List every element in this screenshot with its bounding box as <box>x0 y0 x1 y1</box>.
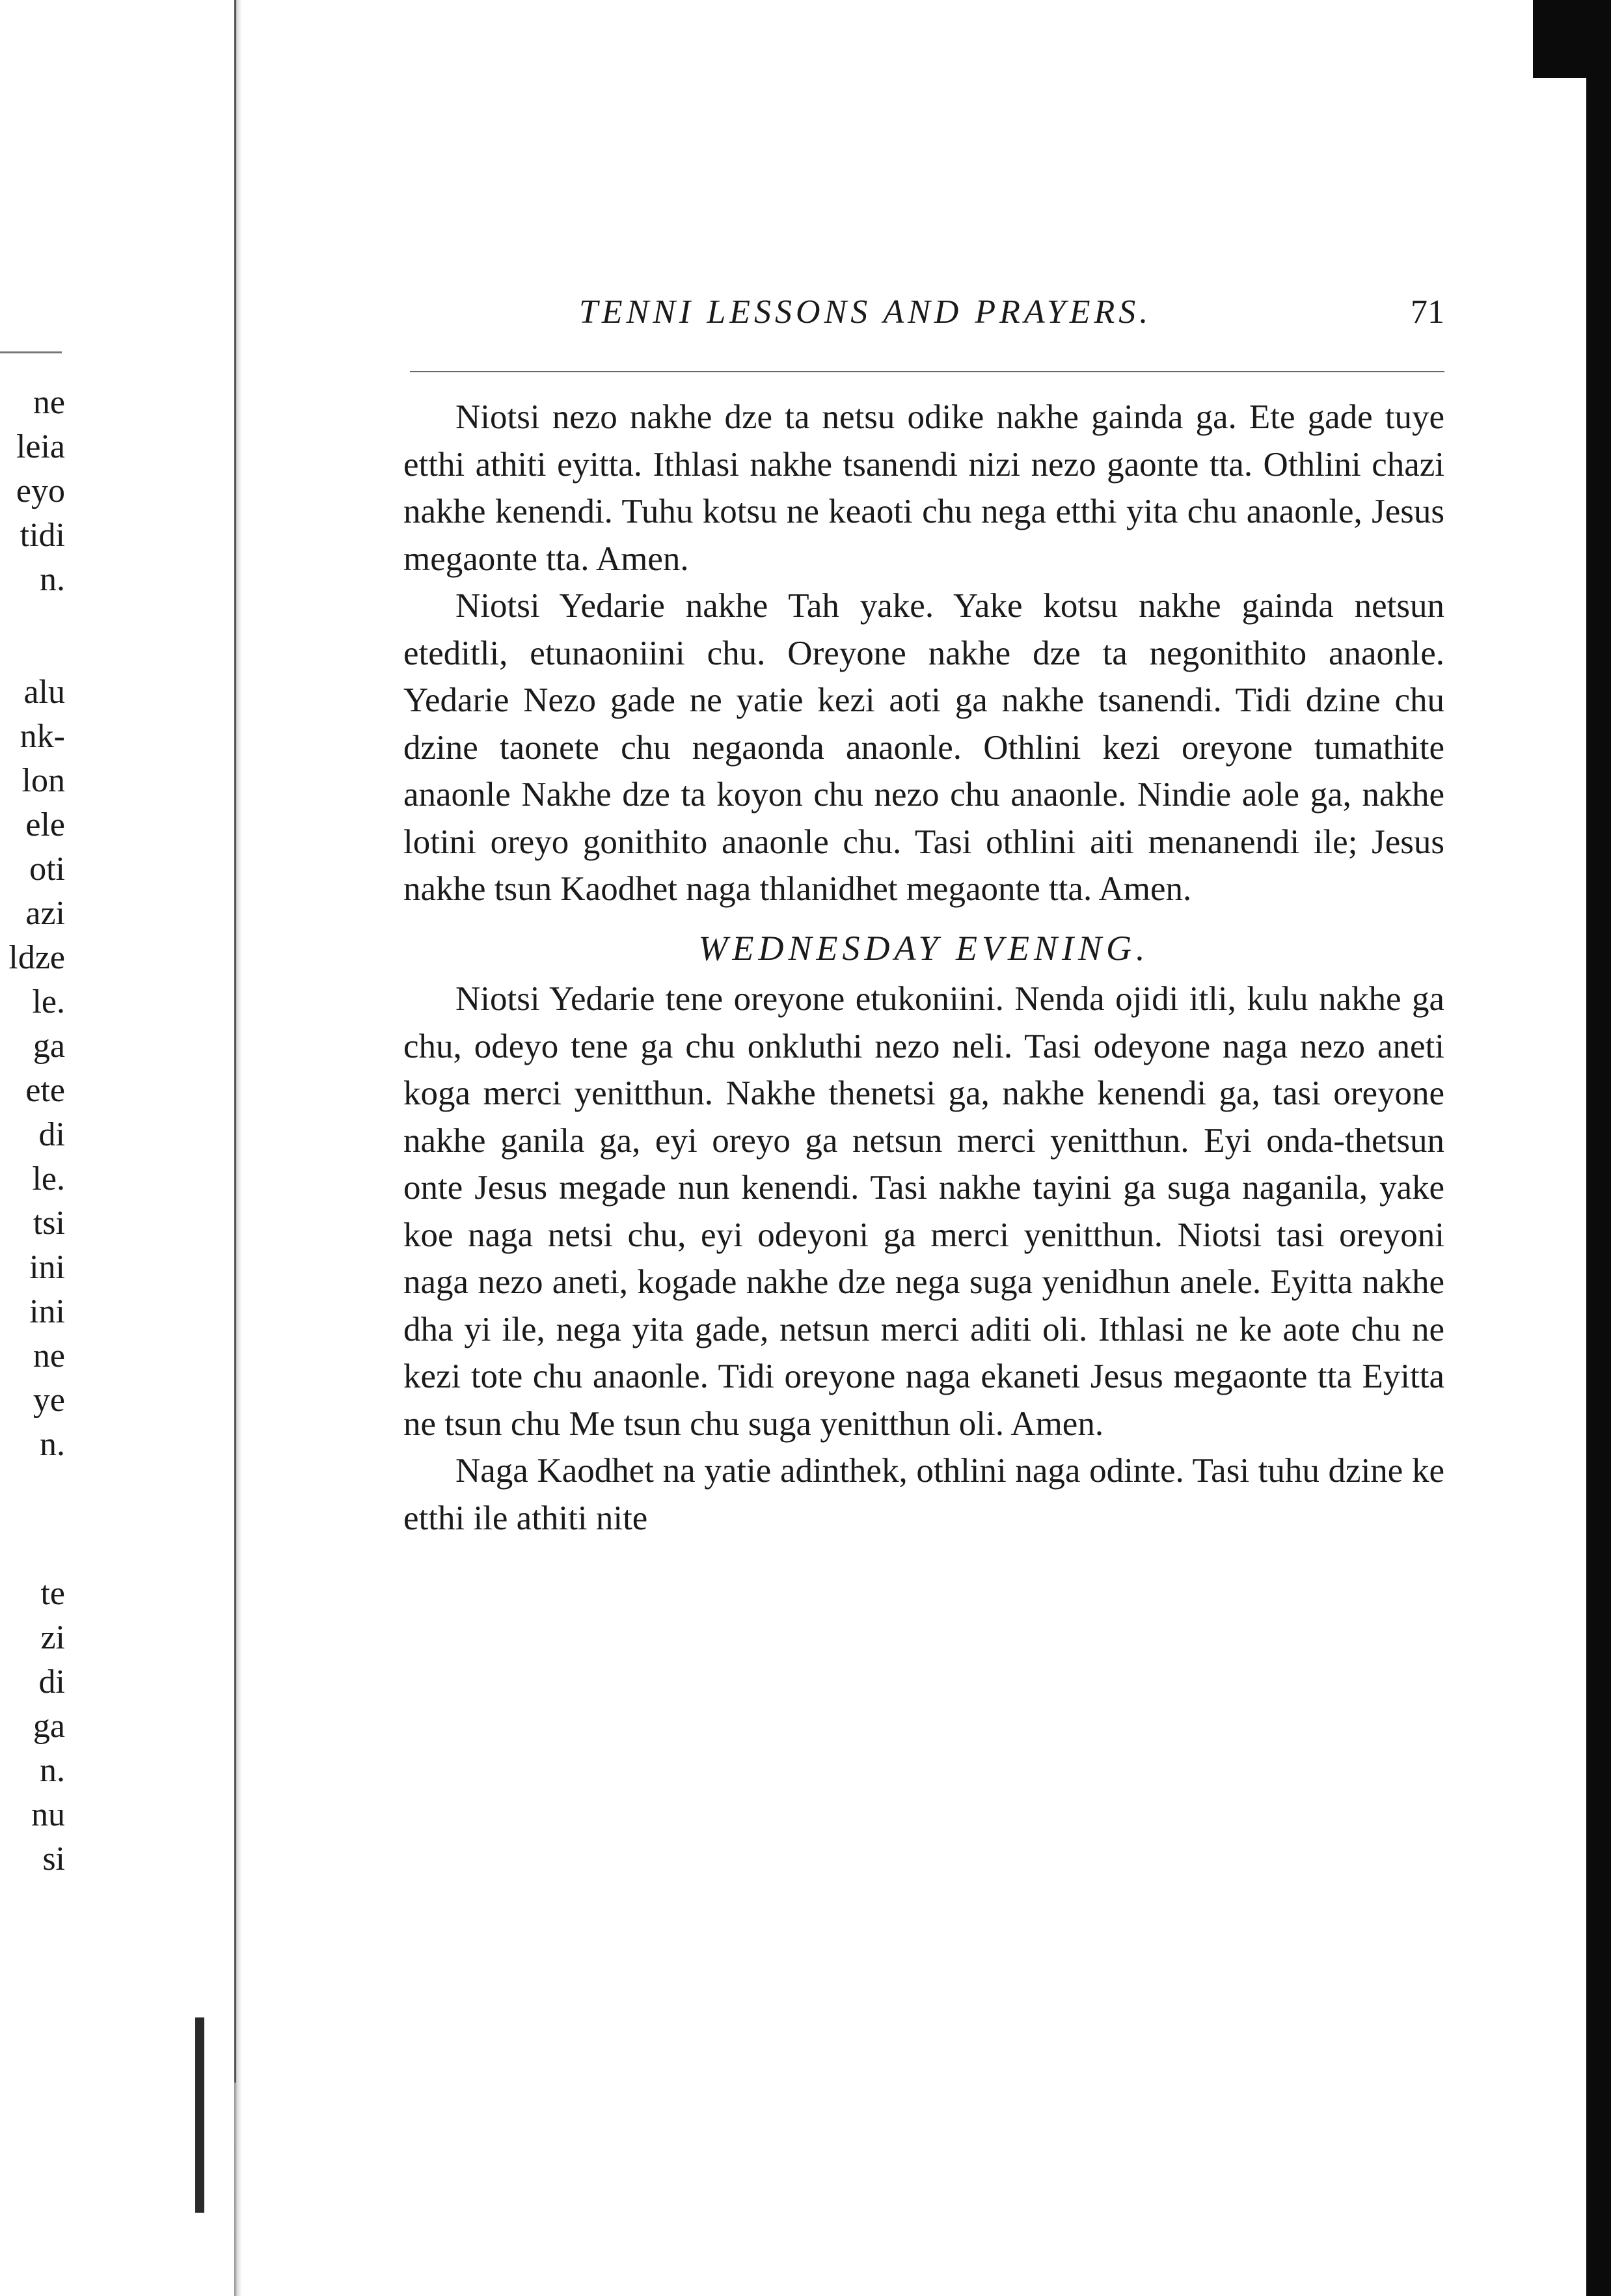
paragraph-1: Niotsi nezo nakhe dze ta netsu odike nakhe gainda ga. Ete gade tuye etthi athiti eyitta. Ithlasi nakhe tsanendi nizi nezo gaonte tta. Othlini chazi nakhe kenendi. Tuhu kotsu ne keaoti chu nega etthi yita chu anaonle, Jesus megaonte tta. Amen. <box>403 398 1444 578</box>
left-page-edge <box>195 2017 204 2213</box>
paragraph-4: Naga Kaodhet na yatie adinthek, othlini naga odinte. Tasi tuhu dzine ke etthi ile athiti nite <box>403 1452 1444 1537</box>
left-page-fragment-3: te zi di ga n. nu si <box>31 1575 65 1878</box>
book-spine-line <box>234 0 236 2083</box>
header-rule <box>410 371 1444 372</box>
page-body <box>403 394 1444 1542</box>
paragraph-2: Niotsi Yedarie nakhe Tah yake. Yake kotsu nakhe gainda netsun eteditli, etunaoniini chu. Oreyone nakhe dze ta negonithito anaonle. Yedarie Nezo gade ne yatie kezi aoti ga nakhe tsanendi. Tidi dzine chu dzine taonete chu negaonda anaonle. Othlini kezi oreyone tumathite anaonle Nakhe dze ta koyon chu nezo chu anaonle. Nindie aole ga, nakhe lotini oreyo gonithito anaonle chu. Tasi othlini aiti menanendi ile; Jesus nakhe tsun Kaodhet naga thlanidhet megaonte tta. Amen. <box>403 587 1444 908</box>
page-header <box>403 293 1444 345</box>
scan-border-top-right <box>1533 0 1611 78</box>
scan-border-right <box>1586 0 1611 2296</box>
paragraph-3: Niotsi Yedarie tene oreyone etukoniini. Nenda ojidi itli, kulu nakhe ga chu, odeyo tene ga chu onkluthi nezo neli. Tasi odeyone naga nezo aneti koga merci yenitthun. Nakhe thenetsi ga, nakhe kenendi ga, tasi oreyone nakhe ganila ga, eyi oreyo ga netsun merci yenitthun. Eyi onda-thetsun onte Jesus megade nun kenendi. Tasi nakhe tayini ga suga naganila, yake koe naga netsi chu, eyi odeyoni ga merci yenitthun. Niotsi tasi oreyoni naga nezo aneti, kogade nakhe dze nega suga yenidhun anele. Eyitta nakhe dha yi ile, nega yita gade, netsun merci aditi oli. Ithlasi ne ke aote chu ne kezi tote chu anaonle. Tidi oreyone naga ekaneti Jesus megaonte tta Eyitta ne tsun chu Me tsun chu suga yenitthun oli. Amen. <box>403 980 1444 1443</box>
page-number: 71 <box>1411 294 1444 331</box>
running-title: TENNI LESSONS AND PRAYERS. <box>579 294 1152 331</box>
left-page-rule <box>0 351 62 353</box>
section-heading: WEDNESDAY EVENING. <box>698 928 1150 968</box>
left-page-fragment-1: ne leia eyo tidi n. <box>16 384 65 598</box>
left-page-fragment-2: alu nk- lon ele oti azi ldze le. ga ete di le. tsi ini ini ne ye n. <box>8 674 65 1463</box>
